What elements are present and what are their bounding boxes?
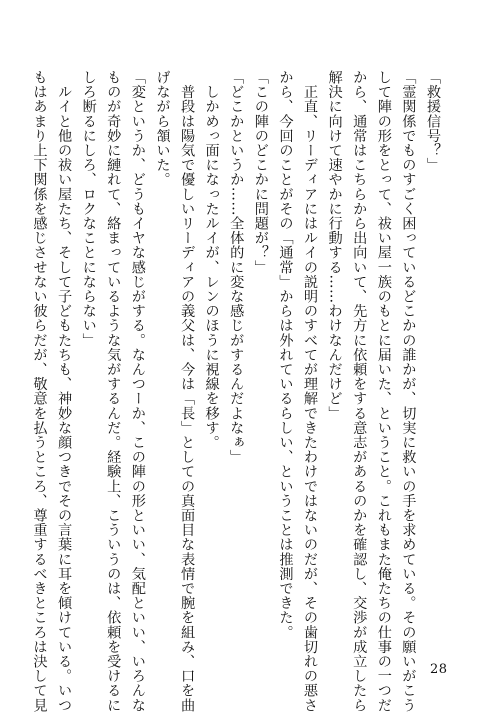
text-line: 「変というか、どうもイヤな感じがする。なんつーか、この陣の形といい、気配といい、いろんな: [129, 70, 146, 712]
text-line: ものが奇妙に縺れて、絡まっているような気がするんだ。経験上、こういうのは、依頼を受けるに: [105, 70, 122, 712]
text-line: しかめっ面になったルイが、レンのほうに視線を移す。: [203, 70, 220, 450]
text-line: 「どこかというか……全体的に変な感じがするんだよなぁ」: [228, 70, 245, 465]
text-line: 普段は陽気で優しいリーディアの義父は、今は「長」としての真面目な表情で腕を組み、口を曲: [179, 70, 196, 712]
text-line: もはあまり上下関係を感じさせない彼らだが、敬意を払うところ、尊重するべきところは決して見: [31, 70, 48, 712]
text-line: 「霊関係でものすごく困っているどこかの誰かが、切実に救いの手を求めている。その願いがこう: [400, 70, 417, 712]
page-number: 28: [430, 662, 448, 677]
text-line: して陣の形をとって、祓い屋一族のもとに届いた、ということ。これもまた俺たちの仕事の一つだ: [375, 70, 392, 712]
text-line: 「救援信号？」: [425, 70, 441, 173]
text-line: 解決に向けて速やかに行動する……わけなんだけど」: [326, 70, 343, 421]
text-line: ルイと他の祓い屋たち、そして子どもたちも、神妙な顔つきでその言葉に耳を傾けている。いつ: [56, 70, 73, 712]
text-line: 正直、リーディアにはルイの説明のすべてが理解できたわけではないのだが、その歯切れの悪さ: [302, 70, 319, 712]
text-line: しろ断るにしろ、ロクなことにならない」: [80, 70, 97, 348]
text-line: から、通常はこちらから出向いて、先方に依頼をする意志があるのかを確認し、交渉が成立したら: [351, 70, 368, 712]
text-line: 「この陣のどこかに問題が？」: [252, 70, 269, 275]
text-line: げながら頷いた。: [154, 70, 171, 187]
text-line: から、今回のことがその「通常」からは外れているらしい、ということは推測できた。: [277, 70, 294, 640]
